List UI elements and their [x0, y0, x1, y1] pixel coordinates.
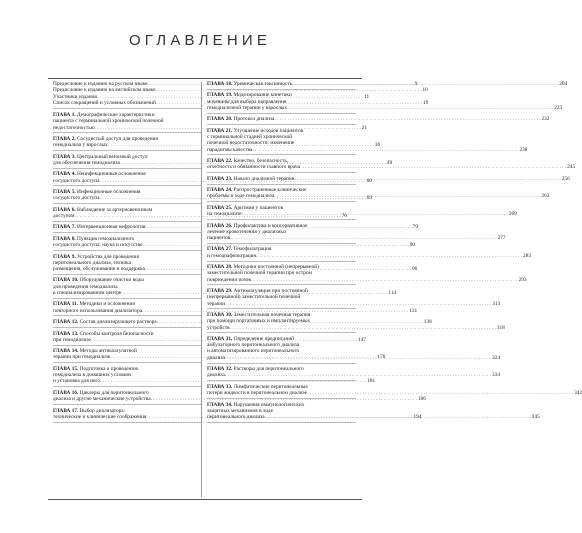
chapter-number: ГЛАВА 5.: [53, 189, 76, 195]
page-number: 232: [541, 116, 550, 123]
entry-text: Качество, безопасность,: [232, 158, 289, 164]
page-number: 313: [492, 300, 501, 307]
chapter-number: ГЛАВА 26.: [207, 222, 233, 229]
entry-text: Антикоагуляция при постоянной: [232, 288, 308, 295]
entry-text: Оборудование очистки воды: [78, 277, 144, 284]
page-number: 186: [417, 396, 426, 403]
page-number: 256: [561, 175, 570, 182]
entry-text: гемодиализа в домашних условиях: [53, 372, 132, 379]
top-rule: [48, 78, 362, 79]
entry-text: Центральный венозный доступ: [75, 153, 148, 160]
entry-text: перитонеального диализа: [207, 414, 265, 420]
chapter-number: ГЛАВА 7.: [53, 224, 76, 231]
page-number: 342: [574, 390, 582, 397]
entry-text: сосудистого доступа: [53, 195, 100, 202]
page-number: 345: [531, 414, 540, 420]
leader-dots: [225, 301, 491, 307]
chapter-number: ГЛАВА 18.: [207, 81, 233, 87]
entry-text: Предисловие к изданию на русском языке: [53, 81, 148, 87]
toc-entry[interactable]: [207, 204, 517, 220]
entry-text: технические и клинические соображения: [53, 413, 147, 420]
entry-text: Циклеры для перитонеального: [78, 389, 149, 396]
entry-text: Неинфекционные осложнения: [75, 171, 146, 178]
chapter-number: ГЛАВА 31.: [207, 335, 233, 342]
entry-line: [53, 242, 416, 249]
entry-line: [207, 235, 506, 241]
entry-line: [207, 252, 532, 259]
entry-text: Выбор диализатора:: [78, 407, 126, 414]
entry-text: размещения, обслуживание и поддержка: [53, 266, 145, 272]
toc-entry[interactable]: [207, 383, 582, 399]
chapter-number: ГЛАВА 2.: [53, 135, 76, 142]
chapter-number: ГЛАВА 27.: [207, 246, 233, 253]
page-number: 170: [377, 354, 386, 361]
page-number: 263: [541, 193, 550, 200]
bottom-rule: [48, 499, 362, 500]
chapter-number: ГЛАВА 10.: [53, 277, 79, 284]
leader-dots: [300, 164, 566, 170]
chapter-number: ГЛАВА 25.: [207, 204, 233, 211]
entry-text: гемодиализа у взрослых: [53, 142, 108, 149]
page-number: 69: [366, 195, 372, 202]
chapter-number: ГЛАВА 1.: [53, 112, 76, 118]
entry-text: Пункция гемодиализного: [75, 235, 135, 242]
leader-dots: [225, 372, 491, 378]
entry-text: в специализированном центре: [53, 289, 122, 296]
entry-text: Моделирование кинетики: [232, 92, 292, 99]
entry-text: пациента с терминальной хронической почечной: [53, 118, 164, 125]
entry-text: Профилактика и консервативное: [232, 222, 308, 229]
page-number: 76: [341, 212, 347, 219]
leader-dots: [295, 176, 561, 182]
chapter-number: ГЛАВА 29.: [207, 288, 233, 295]
entry-text: Участники издания: [53, 93, 97, 100]
entry-text: проблемы в ходе гемодиализа: [207, 193, 275, 200]
chapter-number: ГЛАВА 34.: [207, 401, 233, 408]
entry-text: диализа и другие механические устройства: [53, 396, 151, 403]
page-number: 324: [492, 354, 500, 361]
entry-text: Устройства для проведения: [75, 253, 139, 260]
entry-text: Методики и осложнения: [78, 301, 135, 308]
entry-text: Наблюдение за артериовенозным: [75, 206, 153, 213]
entry-text: Аритмии у пациентов: [232, 204, 284, 211]
chapter-number: ГЛАВА 23.: [207, 175, 233, 182]
entry-text: потери жидкости в перитонеальном диализе: [207, 390, 307, 397]
entry-text: терапии: [207, 300, 226, 307]
chapter-number: ГЛАВА 3.: [53, 153, 76, 160]
entry-text: Методики постоянной (непрерывной): [232, 264, 319, 271]
entry-text: Сосудистый доступ для проведения: [75, 135, 158, 142]
entry-text: Предисловие к изданию на английском языке: [53, 87, 156, 94]
entry-text: сосудистого доступа: [53, 177, 100, 184]
page-number: 49: [387, 159, 393, 166]
entry-text: Список сокращений и условных обозначений: [53, 99, 156, 106]
page-number: 36: [374, 142, 381, 149]
leader-dots: [287, 105, 553, 111]
entry-text: терапии при гемодиализе: [53, 354, 111, 361]
entry-line: [207, 104, 563, 111]
entry-text: пациентов: [207, 235, 231, 241]
entry-text: доступом: [53, 212, 75, 219]
leader-dots: [265, 414, 531, 420]
leader-dots: [274, 116, 540, 122]
page-number: 131: [409, 307, 418, 314]
entry-text: Улучшение исходов пациентов: [232, 127, 304, 134]
leader-dots: [242, 211, 508, 217]
page-number: 19: [423, 99, 429, 106]
entry-line: [53, 307, 418, 314]
page-number: 60: [366, 177, 372, 184]
entry-text: (непрерывной) заместительной почечной: [207, 294, 301, 301]
page-number: 11: [364, 93, 370, 100]
page-number: 269: [508, 211, 517, 218]
entry-text: повреждении почек: [207, 276, 252, 283]
entry-text: и гемодиафильтрация: [207, 252, 256, 259]
entry-line: [207, 81, 568, 87]
entry-text: Растворы для перитонеального: [232, 366, 304, 373]
entry-text: на гемодиализе: [207, 211, 242, 218]
toc-entry[interactable]: [207, 246, 532, 261]
page-number: 283: [523, 252, 532, 259]
entry-text: повторного использования диализатора: [53, 307, 143, 314]
leader-dots: [256, 253, 522, 259]
page-number: 318: [496, 324, 505, 331]
chapter-number: ГЛАВА 4.: [53, 171, 76, 178]
entry-line: [53, 378, 376, 385]
entry-text: мочевины для выбора направления: [207, 98, 287, 105]
page-number: 277: [497, 235, 506, 241]
leader-dots: [230, 325, 496, 331]
entry-text: Нарушения иммунологических: [232, 401, 305, 408]
entry-text: Лимфатические перитонеальные: [232, 383, 308, 390]
entry-text: Демографические характеристики: [75, 112, 155, 118]
entry-text: недостаточностью: [53, 124, 95, 131]
entry-text: с терминальной стадией хронической: [207, 134, 293, 141]
entry-text: и автоматизированного перитонеального: [207, 348, 300, 355]
entry-text: гемодиализной терапии у взрослых: [207, 104, 288, 111]
page-number: 204: [559, 81, 568, 87]
toc-entry[interactable]: [207, 81, 568, 90]
chapter-number: ГЛАВА 17.: [53, 407, 79, 414]
chapter-number: ГЛАВА 11.: [53, 301, 79, 308]
entry-text: парадигмы качества: [207, 146, 253, 153]
leader-dots: [274, 193, 540, 202]
leader-dots: [307, 390, 573, 396]
page-number: 245: [567, 164, 576, 171]
entry-text: Инфекционные осложнения: [75, 189, 141, 195]
entry-line: [207, 324, 505, 331]
entry-text: лечение кровотечения у диализных: [207, 228, 287, 235]
entry-text: для проведения гемодиализа: [53, 283, 118, 290]
entry-text: Определение предписаний: [232, 335, 295, 342]
entry-text: Уремическая токсичность: [232, 81, 293, 87]
entry-line: [207, 300, 501, 307]
page-number: 194: [413, 413, 422, 420]
page-number: 223: [554, 104, 563, 111]
entry-text: Протокол диализа: [232, 116, 275, 123]
page-number: 96: [412, 266, 418, 272]
chapter-number: ГЛАВА 21.: [207, 127, 233, 134]
chapter-number: ГЛАВА 14.: [53, 348, 79, 355]
entry-line: [207, 146, 528, 153]
chapter-number: ГЛАВА 32.: [207, 366, 233, 373]
page-number: 181: [367, 378, 376, 385]
page-number: 114: [388, 289, 397, 296]
chapter-number: ГЛАВА 13.: [53, 330, 79, 337]
entry-text: при помощи портативных и имплантируемых: [207, 318, 311, 325]
entry-text: Методы антикоагулятной: [78, 348, 137, 355]
page-number: 147: [357, 336, 366, 343]
leader-dots: [230, 235, 496, 241]
chapter-number: ГЛАВА 8.: [53, 235, 76, 242]
entry-text: Способы контроля безопасности: [78, 330, 154, 337]
chapter-number: ГЛАВА 24.: [207, 187, 233, 194]
leader-dots: [292, 81, 558, 87]
entry-text: Заместительная почечная терапия: [232, 312, 311, 318]
entry-text: амбулаторного перитонеального диализа: [207, 342, 300, 349]
entry-text: Интервенционная нефрология: [75, 224, 146, 231]
chapter-number: ГЛАВА 28.: [207, 264, 233, 271]
toc-entry[interactable]: [207, 366, 500, 381]
page-number: 90: [409, 242, 416, 249]
entry-text: Распространенные клинические: [232, 187, 307, 194]
entry-text: защитных механизмов в ходе: [207, 407, 273, 414]
entry-text: перитонеального диализа, техника: [53, 259, 132, 266]
chapter-number: ГЛАВА 6.: [53, 206, 76, 213]
chapter-number: ГЛАВА 16.: [53, 389, 79, 396]
leader-dots: [252, 147, 518, 153]
chapter-number: ГЛАВА 19.: [207, 92, 233, 99]
entry-text: сосудистого доступа: наука и искусство: [53, 242, 143, 249]
leader-dots: [225, 355, 491, 361]
entry-text: Подготовка к проведению: [78, 365, 139, 372]
entry-line: [53, 396, 426, 403]
chapter-number: ГЛАВА 12.: [53, 319, 79, 326]
page-number: 238: [519, 146, 528, 153]
entry-text: устройств: [207, 324, 230, 331]
entry-text: заместительной почечной терапии при остром: [207, 270, 312, 277]
chapter-number: ГЛАВА 15.: [53, 365, 79, 372]
leader-dots: [251, 277, 517, 283]
entry-line: [207, 116, 550, 123]
chapter-number: ГЛАВА 20.: [207, 116, 233, 123]
entry-text: для обеспечения гемодиализа: [53, 159, 120, 166]
page-number: 293: [518, 276, 527, 283]
page-number: 138: [423, 319, 432, 326]
entry-text: диализа: [207, 372, 225, 379]
entry-text: почечной недостаточности: изменение: [207, 140, 295, 147]
entry-text: и установка для него: [53, 378, 101, 385]
entry-text: Состав диализирующего раствора: [78, 319, 157, 326]
page-number: 10: [422, 87, 428, 94]
chapter-number: ГЛАВА 22.: [207, 158, 233, 164]
toc-entry[interactable]: [207, 116, 550, 125]
entry-text: отчетность и обязанности главного врача: [207, 164, 300, 171]
entry-line: [207, 276, 527, 283]
page-number: 79: [412, 224, 418, 231]
entry-line: [207, 390, 582, 397]
chapter-number: ГЛАВА 30.: [207, 312, 233, 318]
chapter-number: ГЛАВА 9.: [53, 253, 76, 260]
page-number: 9: [414, 81, 418, 87]
entry-line: [207, 211, 517, 218]
entry-line: [207, 164, 576, 171]
page-title: ОГЛАВЛЕНИЕ: [128, 32, 272, 49]
entry-text: Начало диализной терапии: [232, 175, 295, 182]
page-number: 334: [492, 372, 500, 379]
chapter-number: ГЛАВА 33.: [207, 383, 233, 390]
column-divider: [201, 82, 202, 497]
page-number: 21: [361, 124, 368, 131]
entry-text: Гемофильтрация: [232, 246, 272, 253]
entry-text: при гемодиализе: [53, 336, 91, 343]
entry-text: диализа: [207, 354, 225, 361]
entry-line: [207, 372, 500, 379]
